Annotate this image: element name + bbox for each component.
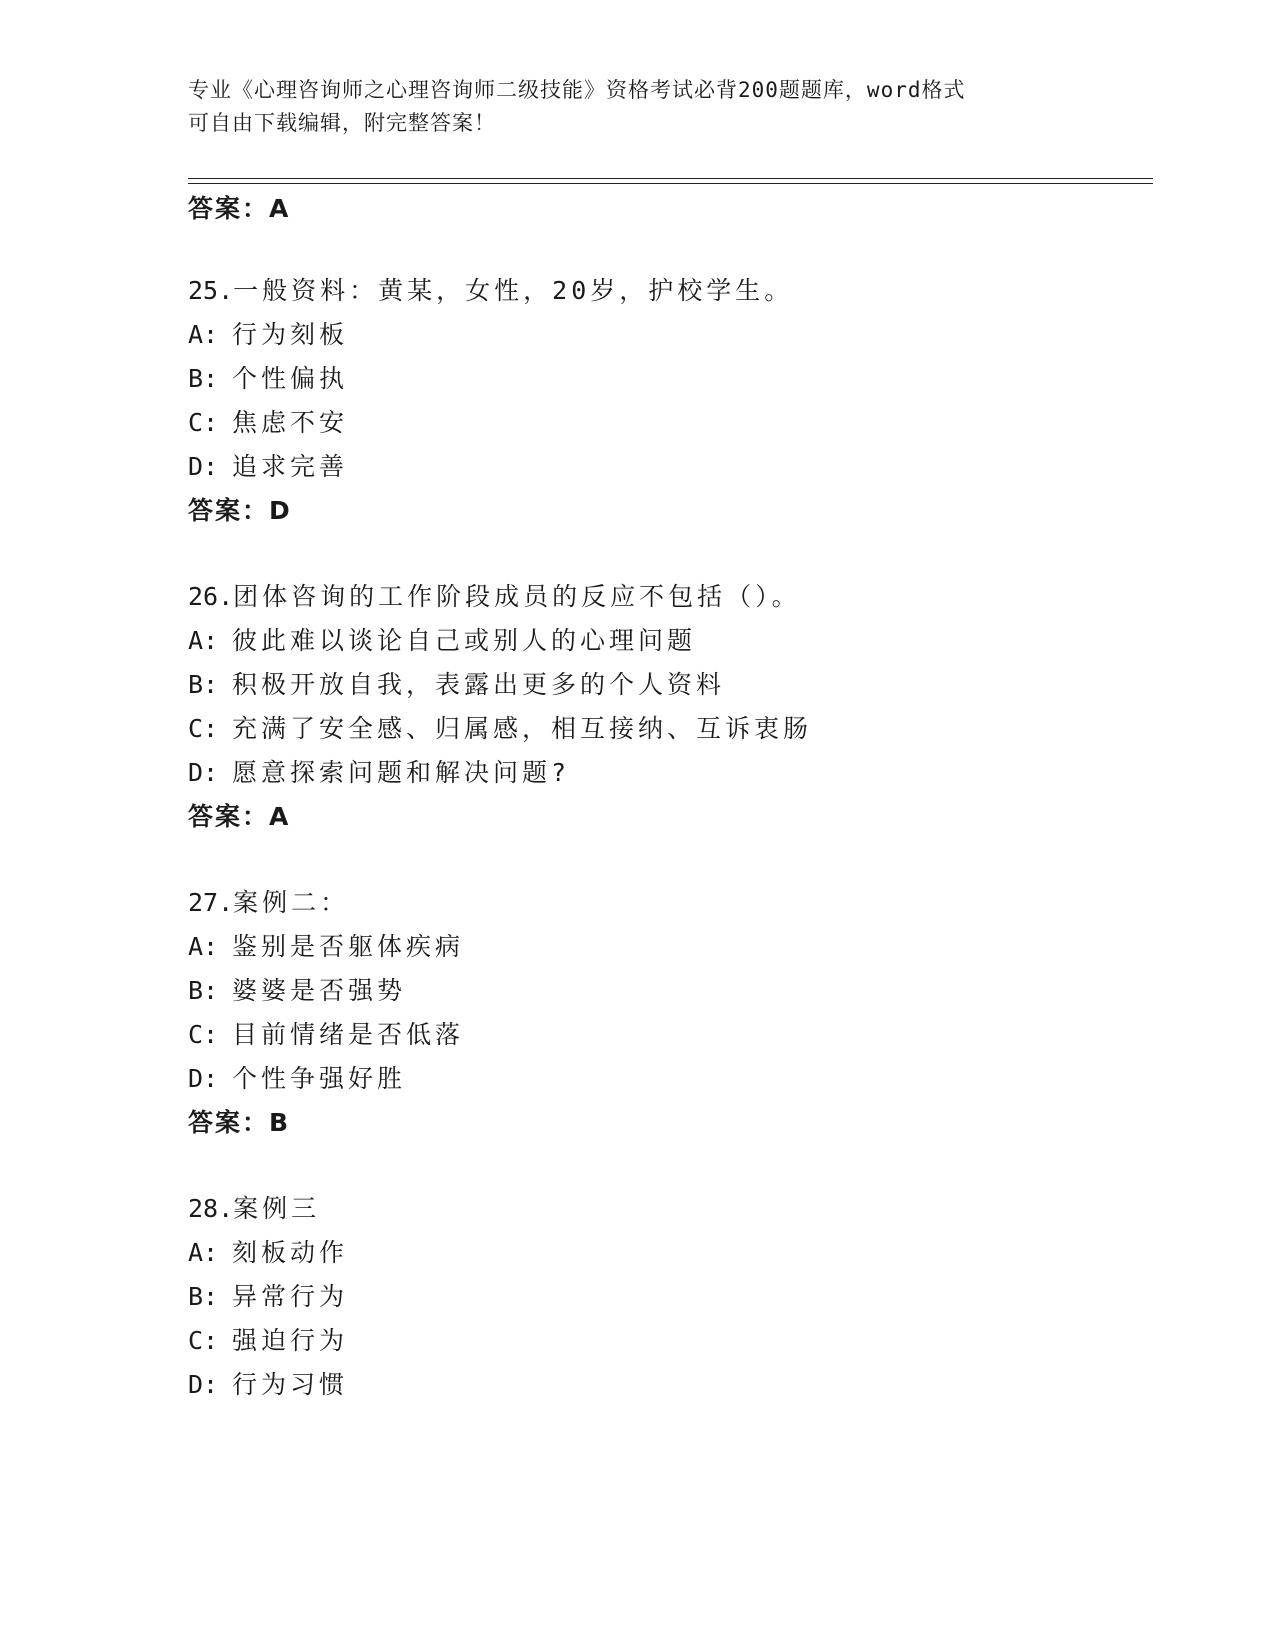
question-stem — [188, 276, 793, 306]
option-text: 刻板动作 — [232, 1238, 349, 1267]
option-text: 积极开放自我，表露出更多的个人资料 — [232, 670, 726, 699]
option-letter: B: — [188, 364, 219, 393]
option-text: 鉴别是否躯体疾病 — [232, 932, 465, 961]
option-item — [188, 1326, 348, 1356]
option-letter: C: — [188, 714, 219, 743]
option-letter: C: — [188, 1326, 219, 1355]
option-text: 充满了安全感、归属感，相互接纳、互诉衷肠 — [232, 714, 813, 743]
question-stem — [188, 1194, 320, 1224]
option-letter: B: — [188, 976, 219, 1005]
document-header — [188, 74, 1068, 140]
option-letter: A: — [188, 932, 219, 961]
option-letter: D: — [188, 1370, 219, 1399]
question-text: 案例三 — [233, 1194, 321, 1223]
option-text: 个性偏执 — [232, 364, 349, 393]
option-text: 彼此难以谈论自己或别人的心理问题 — [232, 626, 697, 655]
option-item — [188, 408, 348, 438]
option-letter: C: — [188, 408, 219, 437]
option-text: 强迫行为 — [232, 1326, 349, 1355]
option-item — [188, 1064, 406, 1094]
option-item — [188, 452, 348, 482]
answer-line: 答案：A — [188, 194, 291, 223]
question-text: 团体咨询的工作阶段成员的反应不包括（）。 — [233, 582, 801, 611]
question-stem — [188, 582, 801, 612]
option-letter: A: — [188, 320, 219, 349]
option-text: 愿意探索问题和解决问题? — [232, 758, 571, 787]
answer-line: 答案：B — [188, 1108, 291, 1137]
option-text: 行为刻板 — [232, 320, 349, 349]
option-item — [188, 626, 696, 656]
question-number: 28. — [188, 1194, 234, 1223]
option-letter: C: — [188, 1020, 219, 1049]
option-item — [188, 932, 464, 962]
answer-line: 答案：D — [188, 496, 292, 525]
option-text: 追求完善 — [232, 452, 349, 481]
question-stem — [188, 888, 349, 918]
option-item — [188, 320, 348, 350]
option-letter: A: — [188, 626, 219, 655]
option-item — [188, 1238, 348, 1268]
option-item — [188, 670, 725, 700]
option-item — [188, 1020, 464, 1050]
option-letter: D: — [188, 1064, 219, 1093]
answer-line: 答案：A — [188, 802, 291, 831]
option-letter: D: — [188, 452, 219, 481]
option-item — [188, 976, 406, 1006]
option-item — [188, 714, 812, 744]
header-divider — [188, 178, 1153, 184]
option-text: 焦虑不安 — [232, 408, 349, 437]
header-line-1: 专业《心理咨询师之心理咨询师二级技能》资格考试必背200题题库，word格式 — [188, 78, 966, 102]
option-letter: B: — [188, 670, 219, 699]
question-number: 26. — [188, 582, 234, 611]
option-text: 目前情绪是否低落 — [232, 1020, 465, 1049]
question-text: 一般资料：黄某，女性，20岁，护校学生。 — [233, 276, 794, 305]
option-text: 行为习惯 — [232, 1370, 349, 1399]
question-number: 27. — [188, 888, 234, 917]
question-number: 25. — [188, 276, 234, 305]
option-item — [188, 758, 570, 788]
option-text: 异常行为 — [232, 1282, 349, 1311]
option-text: 个性争强好胜 — [232, 1064, 407, 1093]
option-item — [188, 1370, 348, 1400]
option-letter: A: — [188, 1238, 219, 1267]
question-text: 案例二： — [233, 888, 350, 917]
option-item — [188, 364, 348, 394]
option-letter: D: — [188, 758, 219, 787]
option-letter: B: — [188, 1282, 219, 1311]
option-text: 婆婆是否强势 — [232, 976, 407, 1005]
header-line-2: 可自由下载编辑，附完整答案！ — [188, 111, 496, 135]
option-item — [188, 1282, 348, 1312]
